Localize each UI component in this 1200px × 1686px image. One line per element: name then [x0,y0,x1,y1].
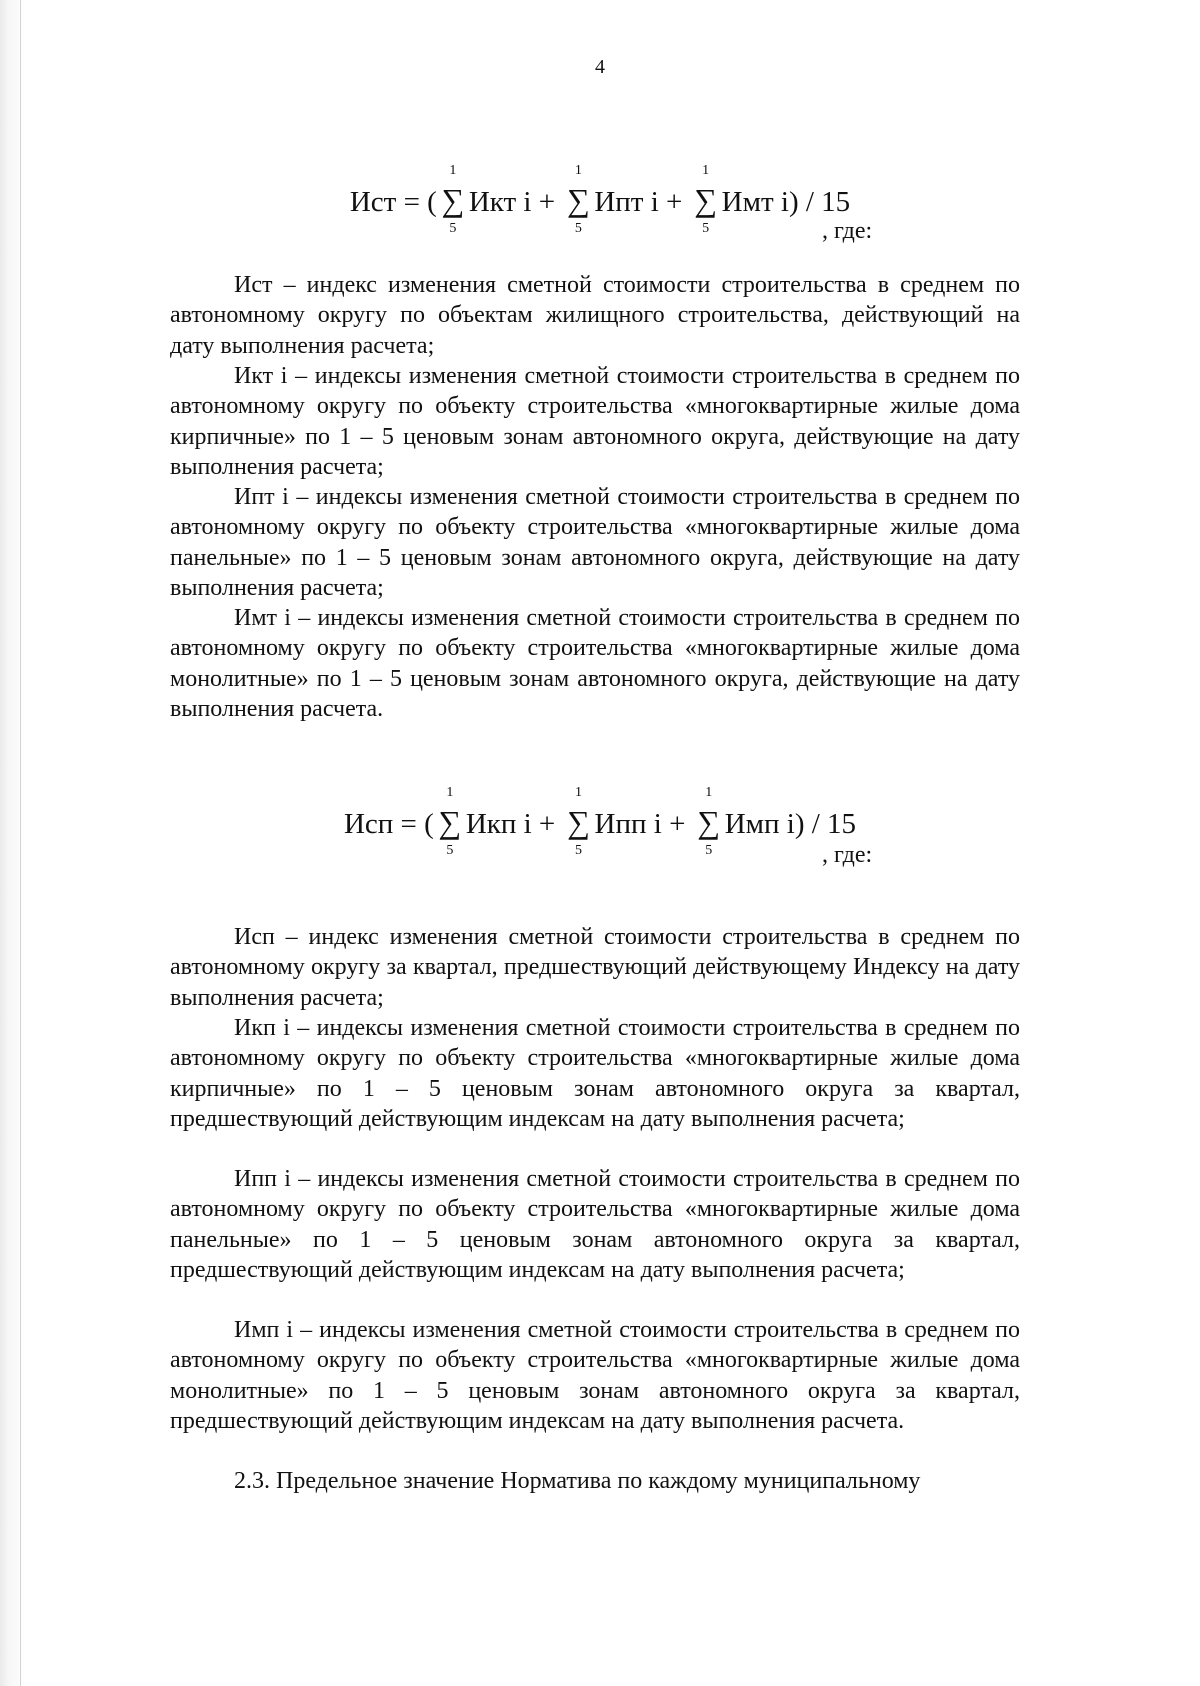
formula-ist-suffix: , где: [822,218,873,244]
formula-plus: + [531,186,563,218]
sigma-icon: ∑ [567,804,590,840]
sum-symbol [436,785,464,858]
sum-symbol [564,163,592,236]
sum-upper-limit: 1 [575,785,583,800]
sum-symbol [439,163,467,236]
formula-isp-term-1: Икп i [465,808,532,840]
formula-isp-term-3: Имп i [724,808,795,840]
sum-upper-limit: 1 [446,785,454,800]
formula-ist-lhs: Ист [349,186,397,218]
formula-ist [0,158,1200,268]
formula-isp-suffix: , где: [822,842,873,868]
sigma-icon: ∑ [697,804,721,840]
definition-ipt: Ипт i – индексы изменения сметной стоимости строительства в среднем по автономному округу по объекту строительства «многоквартирные жилые дома панельные» по 1 – 5 ценовым зонам автономного округа, действующие на дату выполнения расчета; [170,484,1020,601]
definition-imt: Имт i – индексы изменения сметной стоимости строительства в среднем по автономному округу по объекту строительства «многоквартирные жилые дома монолитные» по 1 – 5 ценовым зонам автономного округа, действующие на дату выполнения расчета. [170,605,1020,722]
formula-ist-eq: = ( [396,186,437,218]
sigma-icon: ∑ [566,182,590,218]
sum-lower-limit: 5 [575,843,583,858]
formula-isp-term-2: Ипп i [594,808,662,840]
sum-upper-limit: 1 [574,163,582,178]
formula-ist-term-1: Икт i [468,186,532,218]
page-number: 4 [595,56,605,78]
sum-symbol [565,785,593,858]
formula-plus: + [531,808,563,840]
sum-upper-limit: 1 [705,785,713,800]
definition-ikp: Икп i – индексы изменения сметной стоимости строительства в среднем по автономному округу по объекту строительства «многоквартирные жилые дома кирпичные» по 1 – 5 ценовым зонам автономного округа за квартал, предшествующий действующим индексам на дату выполнения расчета; [170,1015,1020,1132]
formula-isp [0,780,1200,890]
definition-isp: Исп – индекс изменения сметной стоимости строительства в среднем по автономному округу за квартал, предшествующий действующему Индексу на дату выполнения расчета; [170,924,1020,1011]
sum-lower-limit: 5 [446,843,454,858]
sum-symbol [692,163,720,236]
formula-plus: + [661,808,693,840]
sum-symbol [695,785,723,858]
formula-ist-close: ) / 15 [788,186,851,218]
sum-lower-limit: 5 [702,221,710,236]
definition-ipp: Ипп i – индексы изменения сметной стоимости строительства в среднем по автономному округу по объекту строительства «многоквартирные жилые дома панельные» по 1 – 5 ценовым зонам автономного округа за квартал, предшествующий действующим индексам на дату выполнения расчета; [170,1166,1020,1283]
sum-lower-limit: 5 [574,221,582,236]
sum-lower-limit: 5 [449,221,457,236]
sigma-icon: ∑ [441,182,465,218]
formula-isp-close: ) / 15 [794,808,857,840]
sigma-icon: ∑ [694,182,718,218]
formula-isp-lhs: Исп [343,808,394,840]
sum-upper-limit: 1 [702,163,710,178]
formula-ist-term-3: Имт i [721,186,789,218]
formula-ist-term-2: Ипт i [594,186,659,218]
sum-upper-limit: 1 [449,163,457,178]
sum-lower-limit: 5 [705,843,713,858]
clause-2-3: 2.3. Предельное значение Норматива по каждому муниципальному [234,1468,921,1494]
formula-plus: + [658,186,690,218]
definition-ikt: Икт i – индексы изменения сметной стоимости строительства в среднем по автономному округу по объекту строительства «многоквартирные жилые дома кирпичные» по 1 – 5 ценовым зонам автономного округа, действующие на дату выполнения расчета; [170,363,1020,480]
definition-imp: Имп i – индексы изменения сметной стоимости строительства в среднем по автономному округу по объекту строительства «многоквартирные жилые дома монолитные» по 1 – 5 ценовым зонам автономного округа за квартал, предшествующий действующим индексам на дату выполнения расчета. [170,1317,1020,1434]
sigma-icon: ∑ [438,804,462,840]
formula-isp-eq: = ( [393,808,434,840]
definition-ist: Ист – индекс изменения сметной стоимости строительства в среднем по автономному округу по объектам жилищного строительства, действующий на дату выполнения расчета; [170,272,1020,359]
